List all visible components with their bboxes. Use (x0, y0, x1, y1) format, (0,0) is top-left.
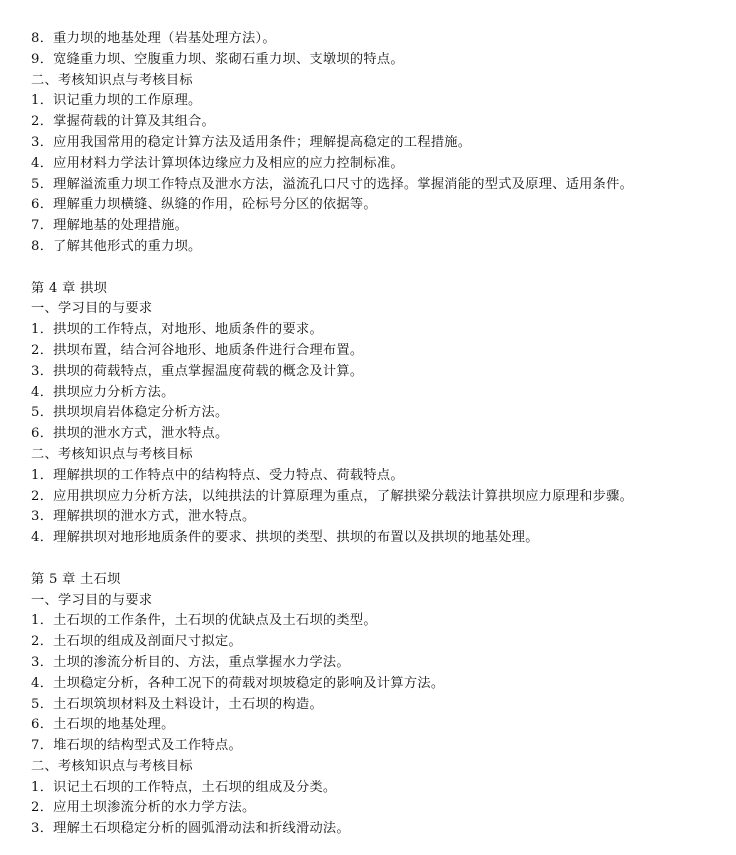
text-line: 1．土石坝的工作条件，土石坝的优缺点及土石坝的类型。 (31, 613, 377, 629)
text-line: 7．堆石坝的结构型式及工作特点。 (31, 738, 243, 754)
text-line: 3．土坝的渗流分析目的、方法，重点掌握水力学法。 (31, 654, 350, 670)
text-line: 5．理解溢流重力坝工作特点及泄水方法，溢流孔口尺寸的选择。掌握消能的型式及原理、适用条件。 (31, 176, 634, 192)
text-line: 6．拱坝的泄水方式，泄水特点。 (31, 426, 229, 442)
text-line: 5．拱坝坝肩岩体稳定分析方法。 (31, 405, 229, 421)
text-line: 2．拱坝布置，结合河谷地形、地质条件进行合理布置。 (31, 342, 364, 358)
text-line: 3．应用我国常用的稳定计算方法及适用条件；理解提高稳定的工程措施。 (31, 134, 472, 150)
chapter-title: 第 4 章 拱坝 (31, 280, 108, 296)
text-line: 1．识记土石坝的工作特点，土石坝的组成及分类。 (31, 779, 337, 795)
blank-line (31, 549, 736, 570)
text-line: 4．理解拱坝对地形地质条件的要求、拱坝的类型、拱坝的布置以及拱坝的地基处理。 (31, 530, 539, 546)
text-line: 8．重力坝的地基处理（岩基处理方法）。 (31, 31, 276, 46)
document-body (31, 29, 736, 840)
text-line: 2．应用土坝渗流分析的水力学方法。 (31, 800, 256, 816)
section-heading: 二、考核知识点与考核目标 (31, 72, 193, 88)
text-line: 1．拱坝的工作特点，对地形、地质条件的要求。 (31, 322, 323, 338)
text-line: 6．理解重力坝横缝、纵缝的作用，砼标号分区的依据等。 (31, 197, 377, 213)
text-line: 1．理解拱坝的工作特点中的结构特点、受力特点、荷载特点。 (31, 467, 404, 483)
chapter-title: 第 5 章 土石坝 (31, 571, 121, 587)
text-line: 7．理解地基的处理措施。 (31, 218, 189, 234)
text-line: 3．理解土石坝稳定分析的圆弧滑动法和折线滑动法。 (31, 821, 350, 837)
text-line: 3．拱坝的荷载特点，重点掌握温度荷载的概念及计算。 (31, 363, 364, 379)
text-line: 1．识记重力坝的工作原理。 (31, 93, 202, 109)
section-heading: 一、学习目的与要求 (31, 301, 153, 317)
text-line: 3．理解拱坝的泄水方式，泄水特点。 (31, 509, 256, 525)
section-heading: 二、考核知识点与考核目标 (31, 758, 193, 774)
blank-line (31, 258, 736, 279)
text-line: 2．掌握荷载的计算及其组合。 (31, 114, 216, 130)
text-line: 6．土石坝的地基处理。 (31, 717, 175, 733)
text-line: 4．拱坝应力分析方法。 (31, 384, 175, 400)
text-line: 2．应用拱坝应力分析方法，以纯拱法的计算原理为重点，了解拱梁分载法计算拱坝应力原理和步骤。 (31, 488, 634, 504)
text-line: 9．宽缝重力坝、空腹重力坝、浆砌石重力坝、支墩坝的特点。 (31, 51, 404, 67)
text-line: 8．了解其他形式的重力坝。 (31, 238, 202, 254)
text-line: 2．土石坝的组成及剖面尺寸拟定。 (31, 634, 243, 650)
section-heading: 二、考核知识点与考核目标 (31, 446, 193, 462)
section-heading: 一、学习目的与要求 (31, 592, 153, 608)
text-line: 5．土石坝筑坝材料及土料设计，土石坝的构造。 (31, 696, 323, 712)
text-line: 4．应用材料力学法计算坝体边缘应力及相应的应力控制标准。 (31, 155, 404, 171)
text-line: 4．土坝稳定分析，各种工况下的荷载对坝坡稳定的影响及计算方法。 (31, 675, 445, 691)
